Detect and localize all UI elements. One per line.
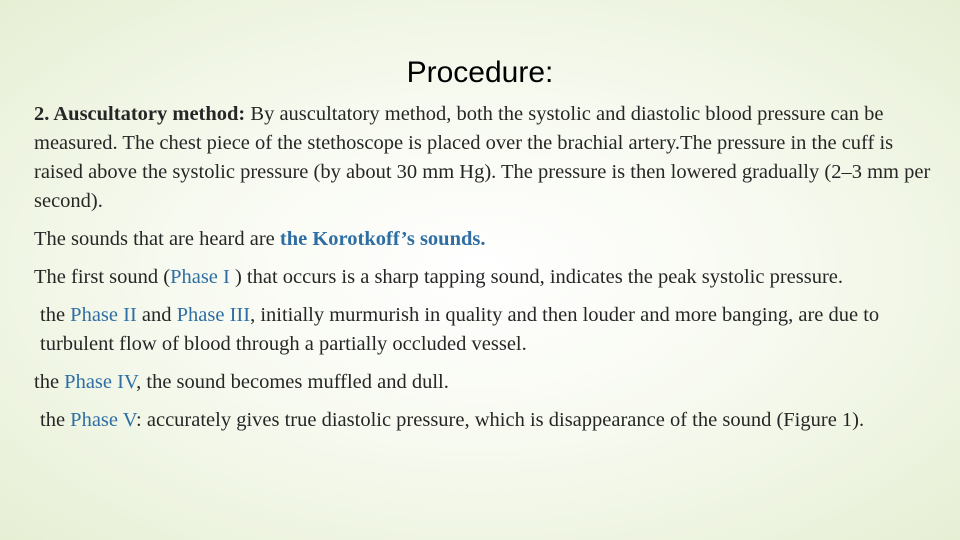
paragraph-phase-5	[34, 406, 934, 435]
korotkoff-highlight: the Korotkoff’s sounds.	[279, 228, 486, 250]
phase-5-highlight: Phase V	[70, 409, 137, 431]
paragraph-korotkoff-sounds	[34, 225, 934, 254]
slide-body	[34, 100, 934, 444]
phase-1-text-before: The first sound (	[34, 266, 171, 288]
phase-4-highlight: Phase IV	[64, 371, 137, 393]
method-description: By auscultatory method, both the systolic and diastolic blood pressure can be measured. The chest piece of the stethoscope is placed over the brachial artery.The pressure in the cuff is raised above the systolic pressure (by about 30 mm Hg). The pressure is then lowered gradually (2–3 mm per second).	[34, 103, 931, 212]
phase-2-3-text-3: , initially murmurish in quality and then louder and more banging, are due to turbulent flow of blood through a partially occluded vessel.	[40, 304, 880, 355]
phase-2-highlight: Phase II	[70, 304, 137, 326]
paragraph-phase-2-3	[34, 301, 934, 359]
paragraph-phase-1	[34, 263, 934, 292]
phase-1-highlight: Phase I	[170, 266, 235, 288]
korotkoff-intro-text: The sounds that are heard are	[34, 228, 280, 250]
phase-5-text-after: : accurately gives true diastolic pressure, which is disappearance of the sound (Figure 1).	[136, 409, 865, 431]
phase-1-text-after: ) that occurs is a sharp tapping sound, indicates the peak systolic pressure.	[234, 266, 843, 288]
phase-4-text-after: , the sound becomes muffled and dull.	[136, 371, 449, 393]
phase-5-text-before: the	[40, 409, 71, 431]
method-heading: 2. Auscultatory method:	[34, 103, 246, 125]
phase-2-3-text-1: the	[40, 304, 71, 326]
paragraph-phase-4	[34, 368, 934, 397]
phase-2-3-text-2: and	[136, 304, 177, 326]
paragraph-auscultatory-method	[34, 100, 934, 216]
phase-4-text-before: the	[34, 371, 65, 393]
phase-3-highlight: Phase III	[176, 304, 251, 326]
slide-title: Procedure:	[406, 56, 554, 89]
